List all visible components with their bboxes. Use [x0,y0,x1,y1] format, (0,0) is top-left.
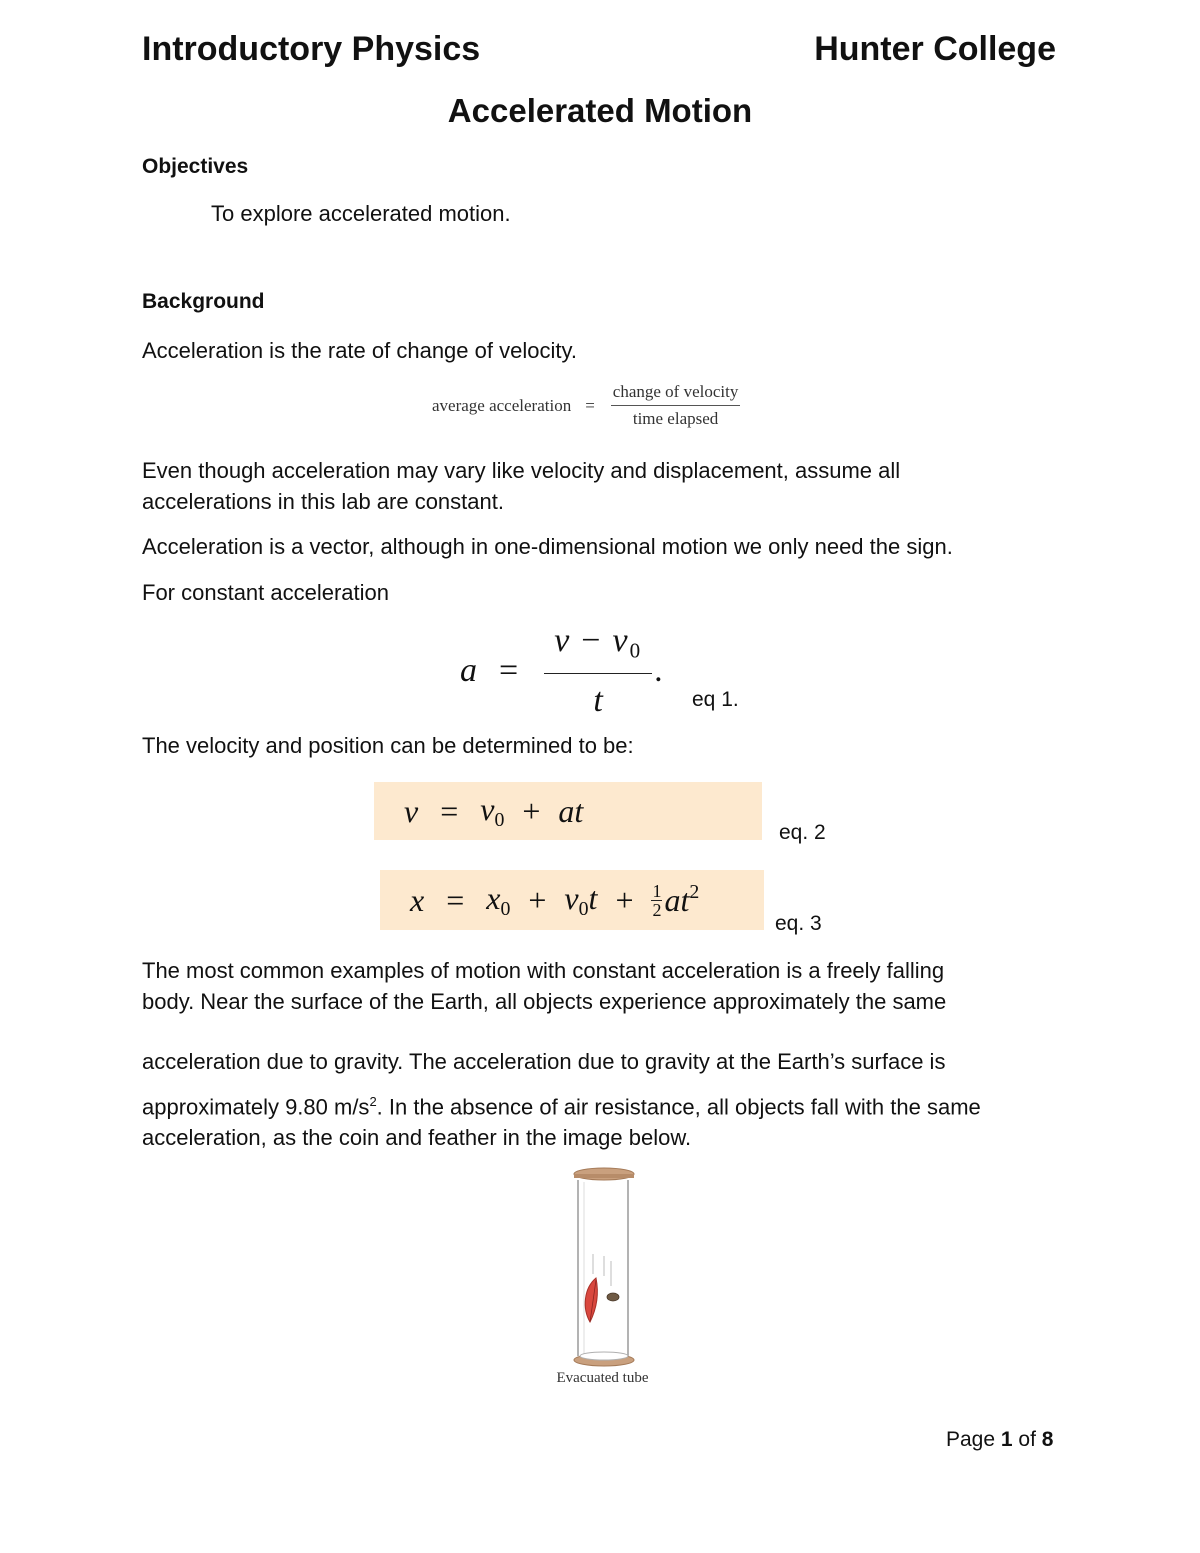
coin-icon [607,1293,619,1301]
institution-name: Hunter College [814,30,1056,68]
p7-line2-superscript: 2 [369,1094,377,1109]
average-acceleration-equation [432,382,740,429]
eq2-equals: = [440,792,459,829]
background-p7 [142,1046,981,1153]
eq1-a: a [460,652,477,690]
background-p3: Acceleration is a vector, although in one-dimensional motion we only need the sign. [142,534,953,559]
page-current: 1 [1000,1428,1013,1451]
eq1-fraction [544,622,652,720]
eq2-v: v [404,792,419,829]
avg-eq-equals: = [585,395,595,415]
page-total: 8 [1041,1428,1054,1451]
eq2-label: eq. 2 [779,821,826,844]
page-number [946,1428,1053,1452]
eq3-equals: = [446,881,465,918]
eq3-plus-1: + [528,881,547,918]
tube-bottom-ring [580,1352,628,1360]
eq3-label: eq. 3 [775,912,822,935]
eq3-plus-2: + [615,881,634,918]
background-p6-line1: The most common examples of motion with constant acceleration is a freely falling [142,958,945,983]
background-p2 [142,455,900,517]
objectives-text: To explore accelerated motion. [211,201,511,226]
background-p6 [142,955,946,1017]
background-p7-line2 [142,1086,981,1122]
eq1-numerator: $v - v_0$ [544,622,652,674]
background-p7-line1: acceleration due to gravity. The acceleration due to gravity at the Earth’s surface is [142,1049,946,1074]
eq1-equals: = [499,652,519,690]
equation-1 [460,622,663,720]
eq2-at: at [558,792,584,829]
background-p2-line2: accelerations in this lab are constant. [142,489,504,514]
objectives-heading: Objectives [142,155,249,178]
tube-top-cap-rim [574,1174,634,1178]
equation-3-box [380,870,764,930]
background-p7-line3: acceleration, as the coin and feather in the image below. [142,1125,692,1151]
avg-eq-lhs: average acceleration [432,395,572,415]
p7-line2-text: approximately 9.80 m/s [142,1094,370,1120]
evacuated-tube-figure [560,1166,650,1376]
background-p5: The velocity and position can be determined to be: [142,733,634,758]
page-of: of [1012,1428,1042,1451]
page-title: Accelerated Motion [447,92,753,129]
avg-eq-fraction [611,382,741,429]
background-heading: Background [142,290,265,313]
avg-eq-denominator: time elapsed [632,409,719,428]
eq1-period: . [654,652,663,690]
p7-line2-rest: . In the absence of air resistance, all objects fall with the same [376,1094,981,1120]
course-title: Introductory Physics [142,30,481,68]
background-p6-line2: body. Near the surface of the Earth, all objects experience approximately the same [142,989,947,1014]
page-prefix: Page [946,1428,1001,1451]
eq1-denominator: t [593,682,603,720]
avg-eq-numerator: change of velocity [611,382,741,406]
eq3-x0: $x_0$ [486,879,511,920]
background-p1: Acceleration is the rate of change of velocity. [142,338,577,363]
eq2-v0: $v_0$ [480,790,505,831]
background-p2-line1: Even though acceleration may vary like velocity and displacement, assume all [142,458,901,483]
equation-2-box [374,782,762,840]
eq3-v0t: $v_0t$ [564,879,598,920]
figure-caption: Evacuated tube [556,1370,649,1386]
eq3-half: $\frac{1}{2}$ [652,880,662,920]
eq1-label: eq 1. [692,688,739,711]
eq3-x: x [410,881,425,918]
eq3-at2: $at^2$ [664,881,700,918]
background-p4: For constant acceleration [142,580,390,605]
eq2-plus: + [522,792,541,829]
